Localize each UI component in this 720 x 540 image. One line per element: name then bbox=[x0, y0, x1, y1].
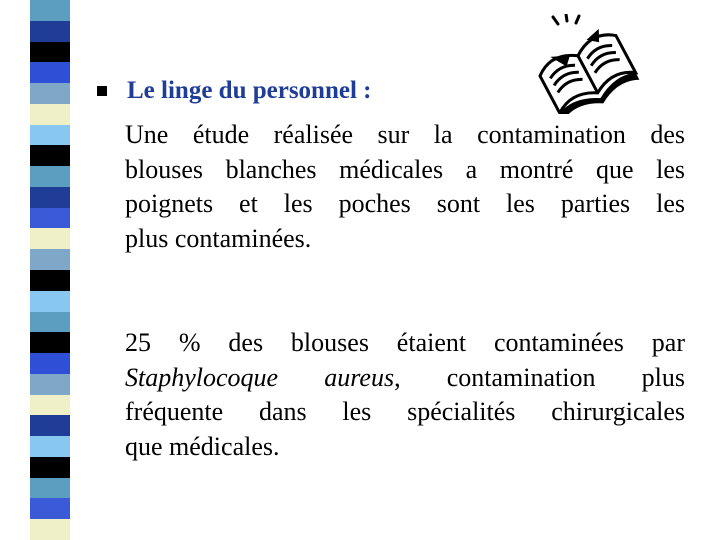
paragraph-line: 25 % des blouses étaient contaminées par bbox=[125, 328, 685, 357]
stripe-block bbox=[30, 291, 70, 312]
stripe-block bbox=[30, 249, 70, 270]
paragraph-line: poignets et les poches sont les parties les bbox=[125, 189, 685, 218]
stripe-block bbox=[30, 104, 70, 125]
stripe-block bbox=[30, 145, 70, 166]
stripe-block bbox=[30, 353, 70, 374]
stripe-block bbox=[30, 332, 70, 353]
stripe-block bbox=[30, 228, 70, 249]
stripe-block bbox=[30, 478, 70, 499]
stripe-block bbox=[30, 125, 70, 146]
paragraph-staphylococcus bbox=[125, 326, 685, 464]
stripe-block bbox=[30, 62, 70, 83]
paragraph-line: blouses blanches médicales a montré que les bbox=[125, 154, 685, 184]
square-bullet-icon bbox=[97, 86, 107, 96]
book-icon bbox=[530, 14, 640, 114]
stripe-block bbox=[30, 457, 70, 478]
species-name-epithet: aureus bbox=[324, 362, 395, 392]
stripe-block bbox=[30, 208, 70, 229]
stripe-block bbox=[30, 395, 70, 416]
stripe-block bbox=[30, 83, 70, 104]
stripe-block bbox=[30, 498, 70, 519]
stripe-block bbox=[30, 166, 70, 187]
paragraph-line: fréquente dans les spécialités chirurgicales bbox=[125, 397, 685, 426]
paragraph-contamination-study bbox=[125, 118, 685, 256]
paragraph-line bbox=[125, 361, 685, 396]
paragraph-line-rest: , contamination plus bbox=[394, 362, 685, 392]
paragraph-line: que médicales. bbox=[125, 431, 280, 461]
stripe-block bbox=[30, 519, 70, 540]
stripe-block bbox=[30, 436, 70, 457]
stripe-block bbox=[30, 415, 70, 436]
paragraph-line: Une étude réalisée sur la contamination des bbox=[125, 120, 685, 149]
stripe-block bbox=[30, 187, 70, 208]
slide-heading: Le linge du personnel : bbox=[127, 77, 372, 104]
stripe-block bbox=[30, 270, 70, 291]
stripe-block bbox=[30, 21, 70, 42]
stripe-block bbox=[30, 312, 70, 333]
stripe-block bbox=[30, 374, 70, 395]
stripe-block bbox=[30, 42, 70, 63]
paragraph-line: plus contaminées. bbox=[125, 223, 312, 253]
decorative-stripe bbox=[30, 0, 70, 540]
stripe-block bbox=[30, 0, 70, 21]
species-name-genus: Staphylocoque bbox=[125, 362, 279, 392]
